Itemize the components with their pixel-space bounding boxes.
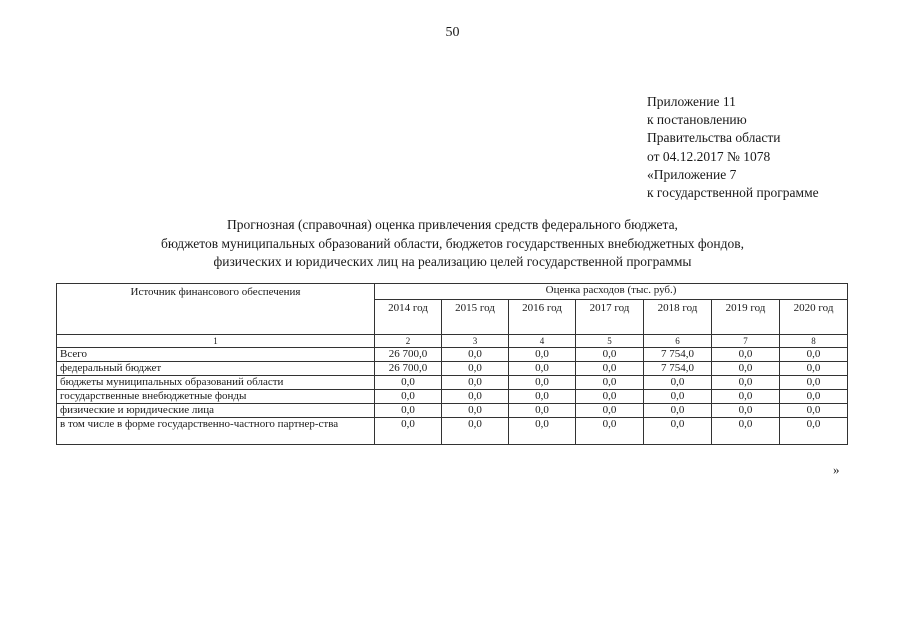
finance-table — [56, 283, 848, 445]
title-line: физических и юридических лиц на реализацию целей государственной программы — [213, 254, 692, 269]
year-header: 2014 год — [375, 300, 442, 335]
table-row — [57, 376, 848, 390]
table-cell: 0,0 — [375, 418, 442, 445]
title-line: Прогнозная (справочная) оценка привлечения средств федерального бюджета, — [227, 217, 678, 232]
table-cell: 0,0 — [576, 404, 644, 418]
appendix-line: Приложение 11 — [647, 94, 736, 109]
table-cell: 0,0 — [576, 390, 644, 404]
row-label: физические и юридические лица — [57, 404, 375, 418]
table-cell: 0,0 — [780, 348, 848, 362]
column-number: 8 — [780, 335, 848, 348]
table-cell: 0,0 — [644, 404, 712, 418]
year-header: 2016 год — [509, 300, 576, 335]
table-cell: 0,0 — [442, 348, 509, 362]
table-row — [57, 404, 848, 418]
table-cell: 0,0 — [576, 418, 644, 445]
table-cell: 0,0 — [375, 390, 442, 404]
table-cell: 0,0 — [509, 348, 576, 362]
table-cell: 0,0 — [644, 376, 712, 390]
table-cell: 0,0 — [712, 390, 780, 404]
year-header: 2020 год — [780, 300, 848, 335]
table-cell: 7 754,0 — [644, 362, 712, 376]
appendix-line: Правительства области — [647, 130, 781, 146]
appendix-line: к государственной программе — [647, 185, 819, 201]
table-cell: 0,0 — [509, 390, 576, 404]
column-number: 1 — [57, 335, 375, 348]
row-label: государственные внебюджетные фонды — [57, 390, 375, 404]
table-cell: 0,0 — [442, 362, 509, 376]
column-number: 2 — [375, 335, 442, 348]
table-cell: 7 754,0 — [644, 348, 712, 362]
table-cell: 0,0 — [576, 348, 644, 362]
closing-quote: » — [833, 462, 840, 477]
year-header: 2017 год — [576, 300, 644, 335]
header-row — [57, 284, 848, 300]
expense-group-header: Оценка расходов (тыс. руб.) — [375, 284, 848, 300]
column-number: 7 — [712, 335, 780, 348]
year-header: 2018 год — [644, 300, 712, 335]
table-cell: 0,0 — [712, 376, 780, 390]
row-label: федеральный бюджет — [57, 362, 375, 376]
table-cell: 0,0 — [780, 404, 848, 418]
table-cell: 0,0 — [442, 404, 509, 418]
row-label: бюджеты муниципальных образований области — [57, 376, 375, 390]
table-cell: 0,0 — [780, 418, 848, 445]
table-cell: 0,0 — [509, 418, 576, 445]
table-cell: 0,0 — [712, 348, 780, 362]
column-number: 6 — [644, 335, 712, 348]
table-cell: 0,0 — [509, 362, 576, 376]
table-cell: 0,0 — [442, 390, 509, 404]
column-number-row — [57, 335, 848, 348]
table-cell: 0,0 — [576, 376, 644, 390]
table-cell: 0,0 — [712, 418, 780, 445]
column-number: 4 — [509, 335, 576, 348]
column-number: 3 — [442, 335, 509, 348]
year-header: 2019 год — [712, 300, 780, 335]
table-cell: 0,0 — [644, 390, 712, 404]
row-label: в том числе в форме государственно-частного партнер-ства — [57, 418, 375, 445]
title-line: бюджетов муниципальных образований области, бюджетов государственных внебюджетных фондов, — [160, 235, 745, 251]
table-cell: 26 700,0 — [375, 348, 442, 362]
table-cell: 0,0 — [375, 376, 442, 390]
table-cell: 0,0 — [780, 362, 848, 376]
appendix-line: «Приложение 7 — [647, 166, 737, 182]
column-number: 5 — [576, 335, 644, 348]
row-label: Всего — [57, 348, 375, 362]
appendix-line: к постановлению — [647, 112, 747, 128]
table-cell: 0,0 — [712, 362, 780, 376]
table-cell: 0,0 — [576, 362, 644, 376]
table-cell: 0,0 — [442, 376, 509, 390]
table-cell: 0,0 — [644, 418, 712, 445]
table-cell: 0,0 — [442, 418, 509, 445]
table-cell: 0,0 — [780, 376, 848, 390]
page-number: 50 — [445, 25, 460, 40]
appendix-line: от 04.12.2017 № 1078 — [647, 148, 771, 164]
table-cell: 26 700,0 — [375, 362, 442, 376]
table-row — [57, 390, 848, 404]
table-row — [57, 362, 848, 376]
table-row — [57, 348, 848, 362]
table-row — [57, 418, 848, 445]
table-cell: 0,0 — [780, 390, 848, 404]
appendix-block — [647, 93, 819, 202]
table-cell: 0,0 — [712, 404, 780, 418]
table-cell: 0,0 — [509, 376, 576, 390]
table-cell: 0,0 — [375, 404, 442, 418]
table-cell: 0,0 — [509, 404, 576, 418]
document-title — [0, 216, 905, 272]
source-header: Источник финансового обеспечения — [57, 284, 375, 335]
year-header: 2015 год — [442, 300, 509, 335]
